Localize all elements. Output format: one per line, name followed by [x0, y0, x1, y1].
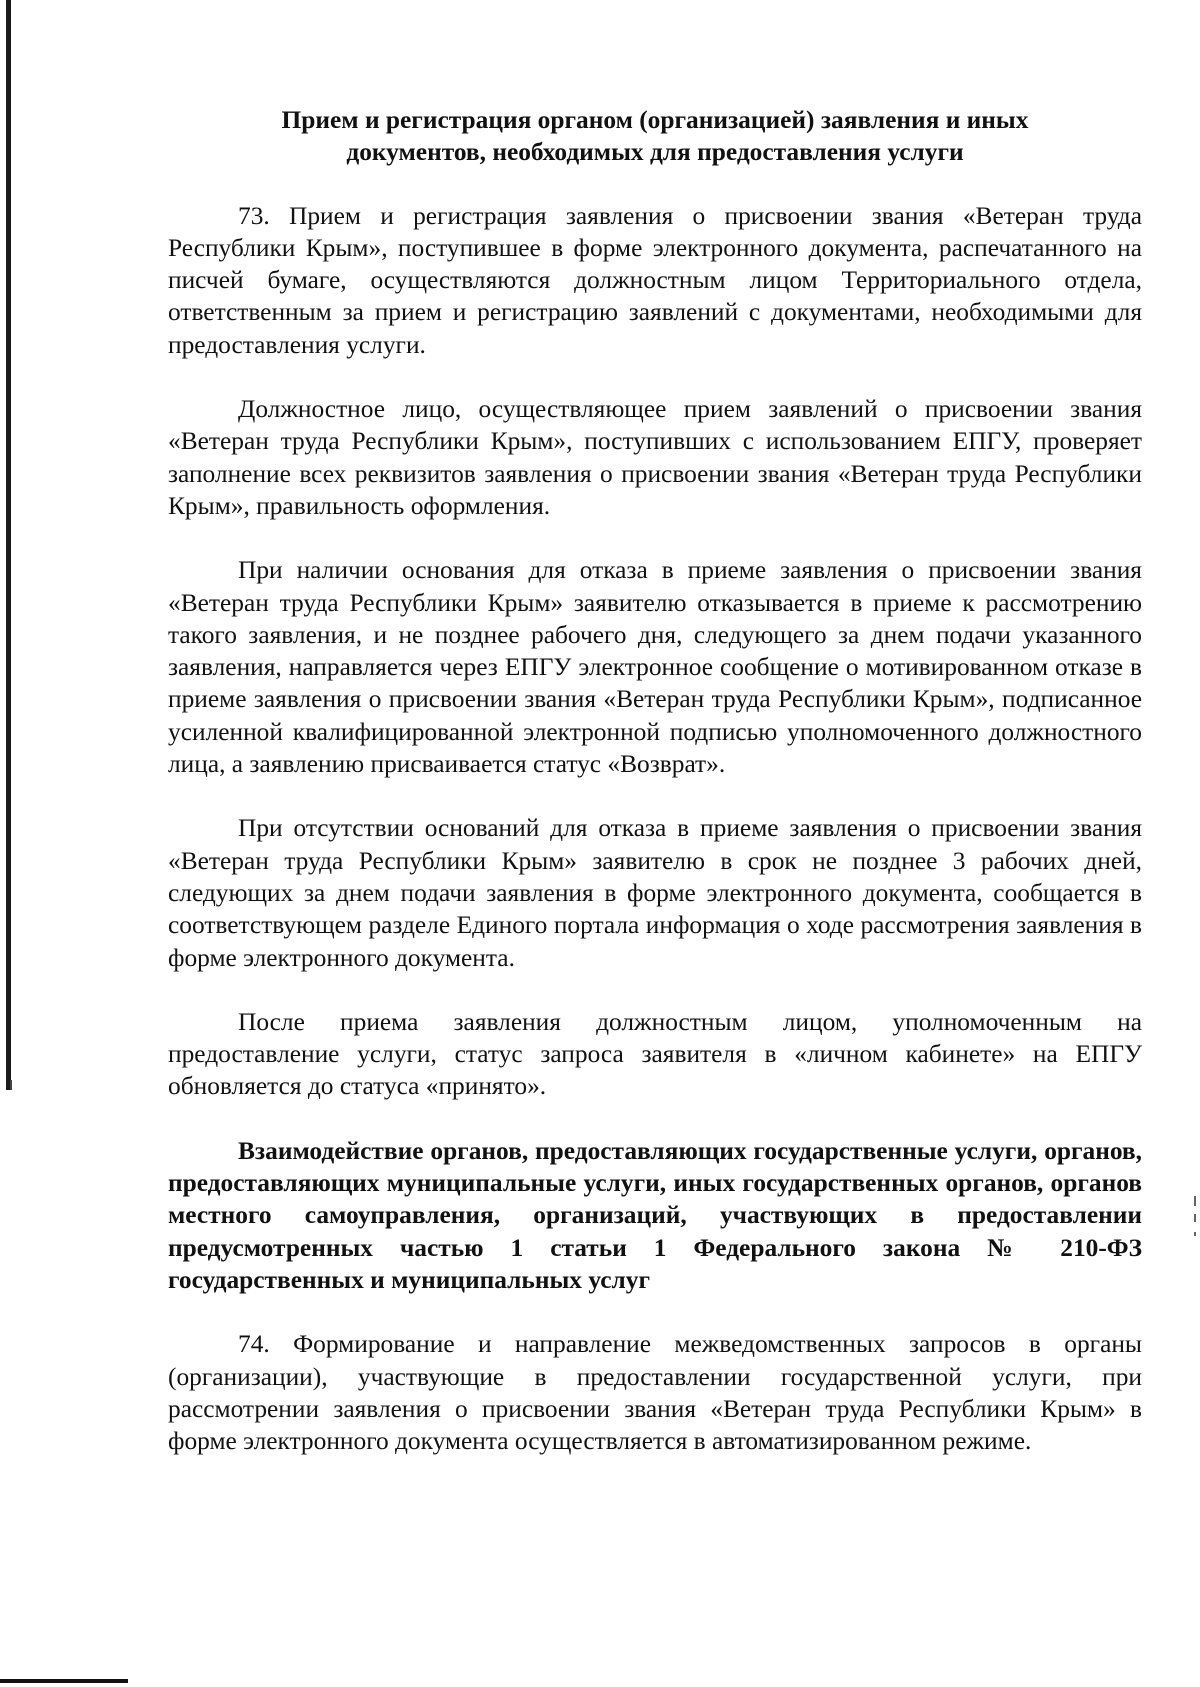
scan-speck	[1194, 1214, 1196, 1222]
scan-speck	[1194, 1232, 1196, 1236]
paragraph-after-acceptance: После приема заявления должностным лицом, уполномоченным на предоставление услуги, статус запроса заявителя в «личном кабинете» на ЕПГУ обновляется до статуса «принято».	[168, 1007, 1142, 1101]
heading-line: документов, необходимых для предоставления услуги	[346, 138, 964, 167]
section-heading-interaction: Взаимодействие органов, предоставляющих государственные услуги, органов, предоставляющих муниципальные услуги, иных государственных органов, органов местного самоуправления, организаций, участвующих в предоставлении предусмотренных частью 1 статьи 1 Федерального закона № 210-ФЗ государственных и муниципальных услуг	[168, 1136, 1142, 1294]
scan-edge-mark-tail	[10, 1080, 12, 1090]
heading-line: Прием и регистрация органом (организацией) заявления и иных	[281, 106, 1029, 134]
paragraph-official-check: Должностное лицо, осуществляющее прием заявлений о присвоении звания «Ветеран труда Республики Крым», поступивших с использованием ЕПГУ, проверяет заполнение всех реквизитов заявления о присвоении звания «Ветеран труда Республики Крым», правильность оформления.	[168, 395, 1142, 520]
paragraph-no-grounds: При отсутствии оснований для отказа в приеме заявления о присвоении звания «Ветеран труда Республики Крым» заявителю в срок не позднее 3 рабочих дней, следующих за днем подачи заявления в форме электронного документа, сообщается в соответствующем разделе Единого портала информация о ходе рассмотрения заявления в форме электронного документа.	[168, 814, 1142, 972]
paragraph-refusal: При наличии основания для отказа в приеме заявления о присвоении звания «Ветеран труда Республики Крым» заявителю отказывается в приеме к рассмотрению такого заявления, и не позднее рабочего дня, следующего за днем подачи указанного заявления, направляется через ЕПГУ электронное сообщение о мотивированном отказе в приеме заявления о присвоении звания «Ветеран труда Республики Крым», подписанное усиленной квалифицированной электронной подписью уполномоченного должностного лица, а заявлению присваивается статус «Возврат».	[168, 556, 1142, 779]
paragraph-74: 74. Формирование и направление межведомственных запросов в органы (организации), участвующие в предоставлении государственной услуги, при рассмотрении заявления о присвоении звания «Ветеран труда Республики Крым» в форме электронного документа осуществляется в автоматизированном режиме.	[168, 1330, 1142, 1456]
paragraph-73: 73. Прием и регистрация заявления о присвоении звания «Ветеран труда Республики Крым», поступившее в форме электронного документа, распечатанного на писчей бумаге, осуществляются должностным лицом Территориального отдела, ответственным за прием и регистрацию заявлений с документами, необходимыми для предоставления услуги.	[168, 201, 1142, 359]
scan-speck	[1194, 1196, 1196, 1206]
scan-bottom-mark	[0, 1679, 128, 1683]
section-heading-reception	[168, 104, 1142, 169]
document-page	[168, 104, 1142, 1457]
scan-edge-mark	[6, 0, 11, 1090]
